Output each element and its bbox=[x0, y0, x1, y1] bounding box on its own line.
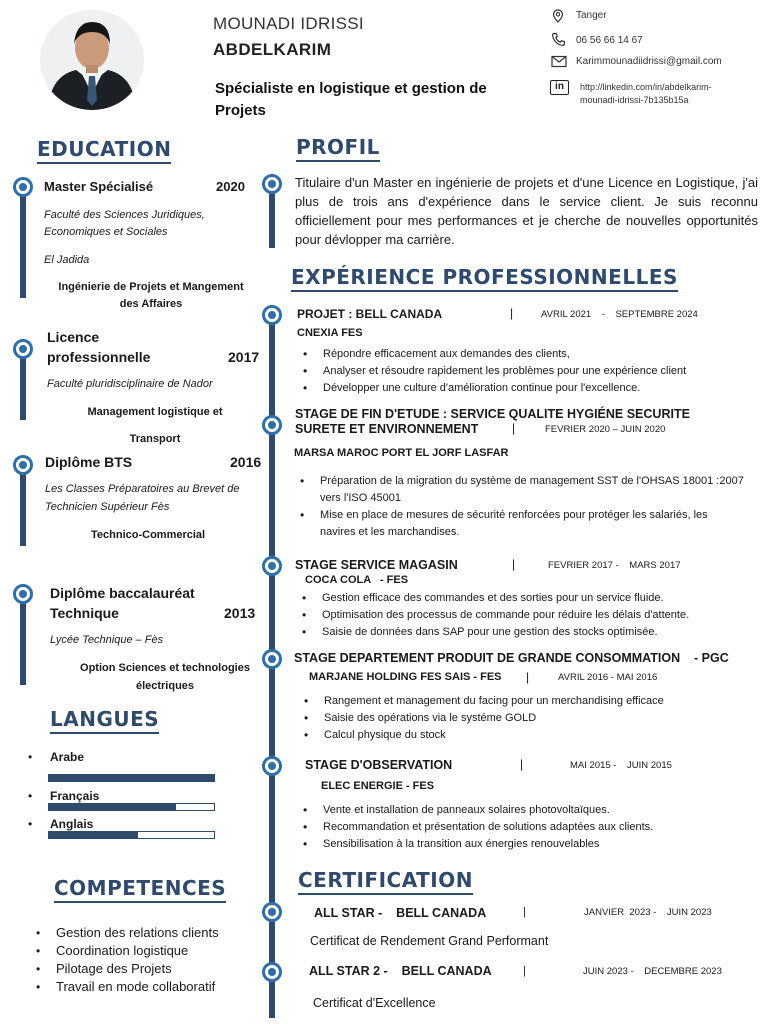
experience-separator: | bbox=[512, 557, 516, 571]
competences-list bbox=[30, 924, 219, 996]
language-bullet: • bbox=[28, 817, 33, 831]
certification-label: Certificat d'Excellence bbox=[313, 996, 436, 1010]
langues-heading-underline bbox=[50, 732, 159, 734]
experience-bullet: • Répondre efficacement aux demandes des clients, bbox=[297, 346, 757, 363]
experience-bullets bbox=[297, 346, 757, 397]
linkedin-icon-text: in bbox=[555, 81, 564, 92]
competences-heading bbox=[54, 876, 226, 900]
competence-item: • Pilotage des Projets bbox=[30, 960, 219, 978]
profile-photo-image bbox=[40, 10, 144, 110]
education-year: 2017 bbox=[228, 349, 260, 365]
education-timeline bbox=[20, 350, 26, 420]
timeline-dot bbox=[262, 902, 282, 922]
location-pin-icon bbox=[551, 9, 567, 25]
language-name: Arabe bbox=[50, 750, 85, 764]
experience-dates: AVRIL 2021 - SEPTEMBRE 2024 bbox=[541, 309, 698, 320]
language-level-fill bbox=[49, 832, 138, 838]
education-school: Lycée Technique – Fès bbox=[50, 634, 164, 646]
experience-company: MARJANE HOLDING FES SAIS - FES bbox=[309, 671, 502, 683]
timeline-dot bbox=[13, 177, 33, 197]
education-heading-text: EDUCATION bbox=[37, 137, 172, 161]
experience-bullet: • Analyser et résoudre rapidement les problèmes pour une expérience client bbox=[297, 363, 757, 380]
experience-bullet: • Optimisation des processus de commande pour réduire les délais d'attente. bbox=[296, 607, 756, 624]
certification-heading-underline bbox=[298, 893, 473, 895]
name-first-line: MOUNADI IDRISSI bbox=[213, 14, 364, 33]
education-timeline bbox=[20, 186, 26, 298]
language-level-fill bbox=[49, 804, 176, 810]
experience-dates: AVRIL 2016 - MAI 2016 bbox=[558, 672, 658, 683]
experience-heading-text: EXPÉRIENCE PROFESSIONNELLES bbox=[291, 265, 678, 289]
experience-heading bbox=[291, 265, 678, 289]
experience-dates: MAI 2015 - JUIN 2015 bbox=[570, 760, 672, 771]
experience-separator: | bbox=[520, 757, 524, 771]
linkedin-icon bbox=[550, 80, 569, 95]
experience-company: COCA COLA - FES bbox=[305, 574, 409, 586]
education-school: Economiques et Sociales bbox=[44, 226, 168, 238]
experience-bullet: • Recommandation et présentation de solutions adaptées aux clients. bbox=[297, 819, 747, 836]
experience-bullets bbox=[294, 473, 744, 541]
experience-company: ELEC ENERGIE - FES bbox=[321, 780, 435, 792]
certification-dates: JUIN 2023 - DECEMBRE 2023 bbox=[583, 966, 722, 977]
education-timeline bbox=[20, 595, 26, 685]
experience-separator: | bbox=[526, 670, 530, 684]
contact-linkedin-line1[interactable]: http://linkedin.com/in/abdelkarim- bbox=[580, 82, 712, 92]
envelope-icon bbox=[551, 55, 567, 71]
timeline-dot bbox=[13, 339, 33, 359]
education-timeline bbox=[20, 466, 26, 546]
experience-heading-underline bbox=[291, 290, 678, 292]
experience-role: STAGE DE FIN D'ETUDE : SERVICE QUALITE HYGIÉNE SECURITE bbox=[295, 407, 690, 421]
timeline-dot bbox=[262, 174, 282, 194]
timeline-dot bbox=[262, 756, 282, 776]
education-school: Faculté pluridisciplinaire de Nador bbox=[47, 378, 213, 390]
education-field: électriques bbox=[135, 680, 195, 692]
experience-bullet: • Calcul physique du stock bbox=[298, 727, 748, 744]
experience-bullet: • Vente et installation de panneaux solaires photovoltaïques. bbox=[297, 802, 747, 819]
job-title-line1: Spécialiste en logistique et gestion de bbox=[215, 80, 487, 97]
timeline-dot bbox=[262, 305, 282, 325]
timeline-dot bbox=[13, 584, 33, 604]
langues-heading bbox=[50, 707, 159, 731]
experience-bullet: • Saisie des opérations via le systéme GOLD bbox=[298, 710, 748, 727]
experience-bullets bbox=[297, 802, 747, 853]
education-degree: Master Spécialisé bbox=[44, 179, 154, 194]
competence-item: • Coordination logistique bbox=[30, 942, 219, 960]
language-name: Anglais bbox=[50, 817, 94, 831]
experience-dates: FEVRIER 2020 – JUIN 2020 bbox=[545, 424, 666, 435]
education-degree: professionnelle bbox=[47, 349, 151, 365]
education-degree: Diplôme BTS bbox=[45, 454, 133, 470]
experience-bullet: • Sensibilisation à la transition aux énergies renouvelables bbox=[297, 836, 747, 853]
contact-phone[interactable]: 06 56 66 14 67 bbox=[576, 35, 643, 46]
experience-dates: FEVRIER 2017 - MARS 2017 bbox=[548, 560, 681, 571]
education-year: 2013 bbox=[224, 605, 256, 621]
education-school: Les Classes Préparatoires au Brevet de bbox=[45, 483, 240, 495]
profile-photo bbox=[40, 10, 144, 110]
certification-separator: | bbox=[523, 965, 526, 977]
profil-heading-underline bbox=[296, 160, 380, 162]
education-heading bbox=[37, 137, 171, 161]
education-location: El Jadida bbox=[44, 254, 90, 266]
experience-bullet: • Développer une culture d'amélioration continue pour l'excellence. bbox=[297, 380, 757, 397]
competence-item: • Gestion des relations clients bbox=[30, 924, 219, 942]
experience-bullet: • Gestion efficace des commandes et des sorties pour un service fluide. bbox=[296, 590, 756, 607]
language-level-bar bbox=[48, 803, 215, 811]
experience-company: MARSA MAROC PORT EL JORF LASFAR bbox=[294, 447, 509, 459]
certification-label: Certificat de Rendement Grand Performant bbox=[310, 934, 549, 948]
education-degree: Technique bbox=[50, 605, 119, 621]
experience-bullet: • Préparation de la migration du système de management SST de l'OHSAS 18001 :2007 vers l'ISO 45001 bbox=[294, 473, 744, 507]
language-level-bar bbox=[48, 831, 215, 839]
experience-role: SURETE ET ENVIRONNEMENT bbox=[295, 422, 479, 436]
contact-email[interactable]: Karimmounadiidrissi@gmail.com bbox=[576, 56, 722, 67]
experience-bullet: • Rangement et management du facing pour un merchandising efficace bbox=[298, 693, 748, 710]
experience-bullets bbox=[298, 693, 748, 744]
education-year: 2016 bbox=[230, 454, 262, 470]
profil-heading-text: PROFIL bbox=[296, 135, 380, 159]
certification-heading bbox=[298, 868, 473, 892]
competences-heading-text: COMPETENCES bbox=[54, 876, 227, 900]
timeline-dot bbox=[262, 556, 282, 576]
experience-bullet: • Saisie de données dans SAP pour une gestion des stocks optimisée. bbox=[296, 624, 756, 641]
language-bullet: • bbox=[28, 750, 33, 764]
education-field: Transport bbox=[129, 433, 181, 445]
education-field: des Affaires bbox=[119, 298, 183, 310]
education-year: 2020 bbox=[216, 179, 245, 194]
experience-role: STAGE DEPARTEMENT PRODUIT DE GRANDE CONSOMMATION - PGC bbox=[294, 651, 729, 665]
language-bullet: • bbox=[28, 789, 33, 803]
experience-role: PROJET : BELL CANADA bbox=[297, 307, 443, 321]
timeline-dot bbox=[262, 962, 282, 982]
education-degree: Licence bbox=[47, 329, 100, 345]
education-school: Faculté des Sciences Juridiques, bbox=[44, 209, 205, 221]
name-second-line: ABDELKARIM bbox=[213, 40, 332, 59]
contact-linkedin-line2[interactable]: mounadi-idrissi-7b135b15a bbox=[580, 95, 689, 105]
certification-name: ALL STAR - BELL CANADA bbox=[314, 906, 487, 920]
experience-company: CNEXIA FES bbox=[297, 327, 363, 339]
certification-dates: JANVIER 2023 - JUIN 2023 bbox=[584, 907, 712, 918]
job-title-line2: Projets bbox=[215, 102, 266, 119]
contact-city: Tanger bbox=[576, 10, 607, 21]
timeline-dot bbox=[13, 455, 33, 475]
competences-heading-underline bbox=[54, 901, 226, 903]
education-degree: Diplôme baccalauréat bbox=[50, 585, 195, 601]
education-field: Ingénierie de Projets et Mangement bbox=[58, 281, 244, 293]
timeline-dot bbox=[262, 649, 282, 669]
profil-text: Titulaire d'un Master en ingénierie de projets et d'une Licence en Logistique, j'ai plus de trois ans d'expérience dans le service client. Je suis reconnu officiellement pour mes performances et je cherche de nouvelles opportunités pour dévlopper ma carrière. bbox=[295, 175, 758, 247]
timeline-dot bbox=[262, 415, 282, 435]
education-field: Management logistique et bbox=[87, 406, 223, 418]
phone-icon bbox=[551, 32, 567, 48]
profil-heading bbox=[296, 135, 380, 159]
certification-name: ALL STAR 2 - BELL CANADA bbox=[309, 964, 492, 978]
competence-item: • Travail en mode collaboratif bbox=[30, 978, 219, 996]
education-field: Option Sciences et technologies bbox=[80, 662, 250, 674]
language-level-fill bbox=[49, 775, 214, 781]
experience-bullet: • Mise en place de mesures de sécurité renforcées pour protéger les salariés, les navires et les marchandises. bbox=[294, 507, 744, 541]
experience-separator: | bbox=[512, 421, 516, 435]
education-heading-underline bbox=[37, 162, 171, 164]
langues-heading-text: LANGUES bbox=[50, 707, 160, 731]
education-school: Technicien Supérieur Fès bbox=[45, 501, 170, 513]
experience-bullets bbox=[296, 590, 756, 641]
language-level-bar bbox=[48, 774, 215, 782]
experience-separator: | bbox=[510, 306, 514, 320]
education-field: Technico-Commercial bbox=[91, 529, 206, 541]
language-name: Français bbox=[50, 789, 100, 803]
experience-role: STAGE SERVICE MAGASIN bbox=[295, 558, 458, 572]
certification-separator: | bbox=[523, 906, 526, 918]
experience-role: STAGE D'OBSERVATION bbox=[305, 758, 453, 772]
certification-heading-text: CERTIFICATION bbox=[298, 868, 473, 892]
